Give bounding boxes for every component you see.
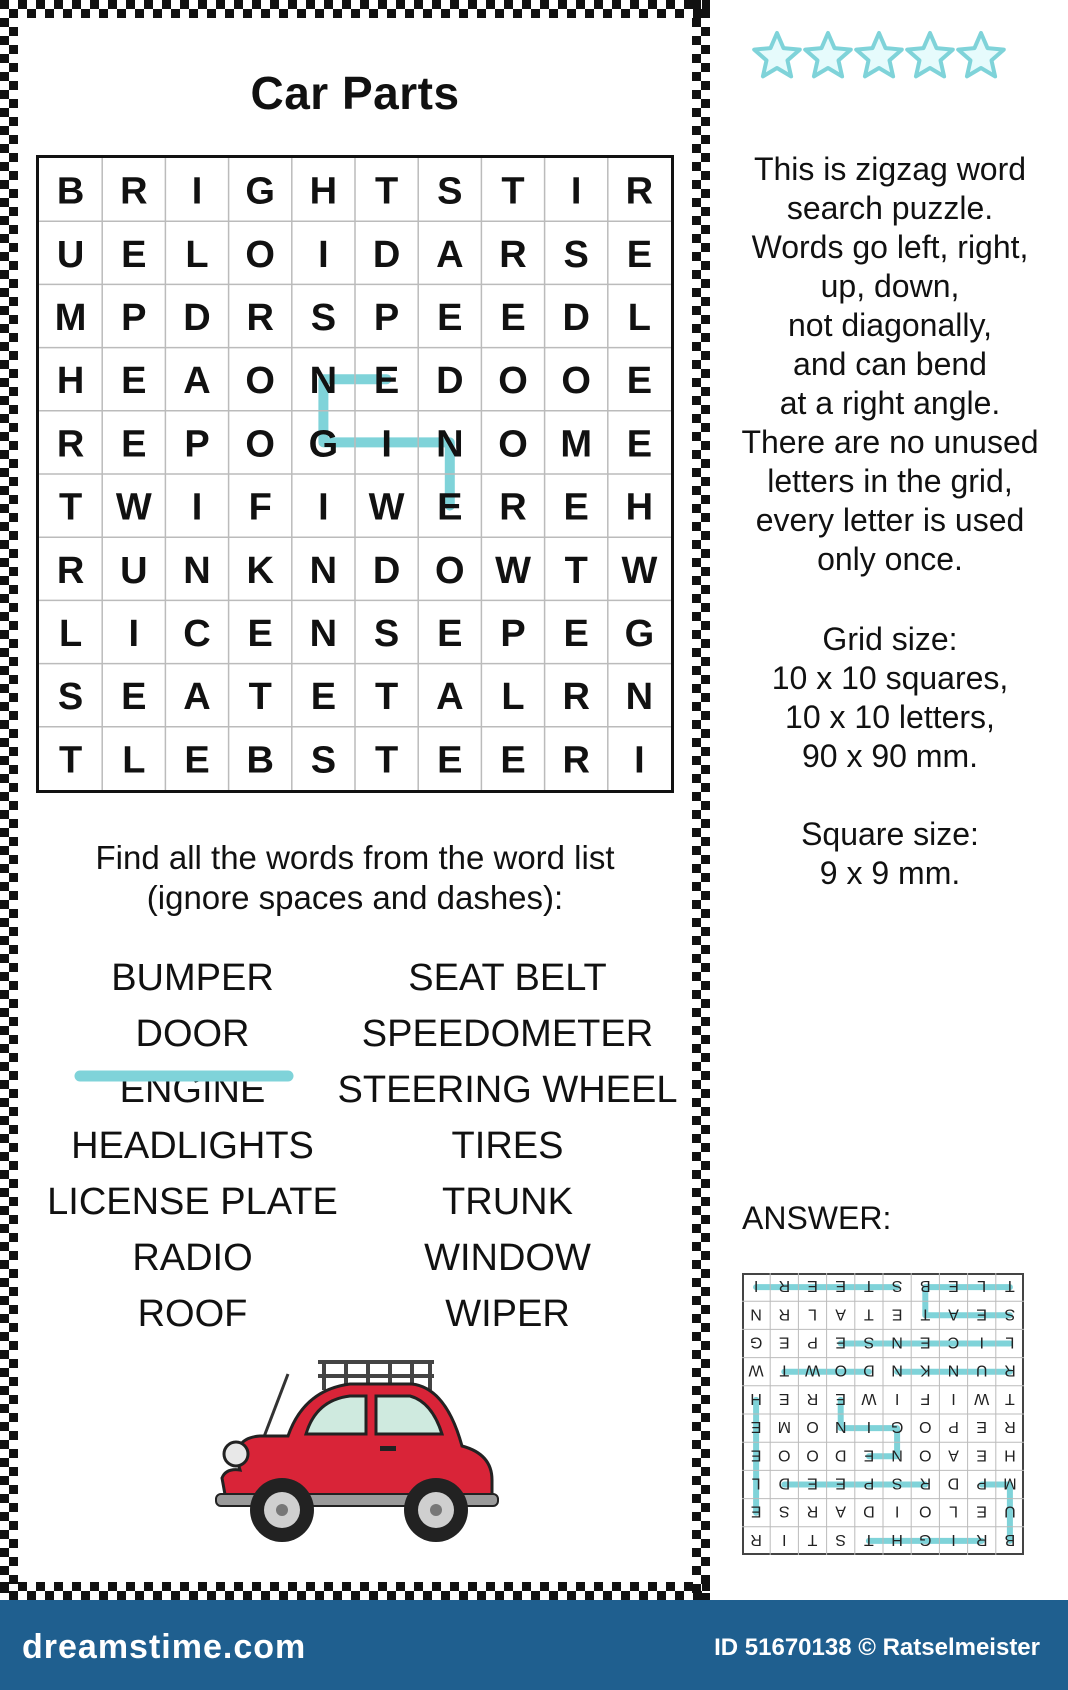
antenna (262, 1374, 288, 1442)
answer-letter: W (974, 1389, 990, 1407)
grid-letter[interactable]: E (626, 233, 653, 276)
answer-letter: D (778, 1474, 791, 1492)
grid-letter[interactable]: S (437, 170, 463, 213)
answer-letter: N (891, 1446, 903, 1464)
answer-letter: O (919, 1418, 932, 1436)
grid-letter[interactable]: N (436, 423, 464, 466)
grid-letter[interactable]: R (625, 170, 654, 213)
answer-letter: E (976, 1418, 988, 1436)
grid-letter[interactable]: G (308, 423, 339, 466)
grid-letter[interactable]: O (245, 423, 275, 466)
grid-letter[interactable]: F (248, 486, 272, 529)
right-word: WINDOW (424, 1237, 591, 1279)
grid-letter[interactable]: W (115, 486, 152, 529)
answer-letter: O (834, 1361, 847, 1379)
grid-letter[interactable]: M (560, 423, 593, 466)
grid-letter[interactable]: A (436, 233, 464, 276)
right-word: SPEEDOMETER (361, 1013, 654, 1055)
answer-letter: E (778, 1389, 790, 1407)
answer-letter: P (976, 1474, 988, 1492)
answer-letter: C (947, 1333, 960, 1351)
found-word-strike (74, 1066, 294, 1086)
answer-letter: R (778, 1277, 791, 1295)
answer-letter: S (778, 1502, 790, 1520)
side-text-line: 10 x 10 squares, (771, 660, 1009, 696)
grid-letter[interactable]: O (245, 233, 275, 276)
grid-letter[interactable]: I (191, 486, 203, 529)
answer-letter: M (777, 1418, 791, 1436)
grid-letter[interactable]: L (58, 613, 83, 655)
grid-letter[interactable]: E (310, 676, 337, 719)
star-icon (907, 33, 953, 76)
answer-letter: I (951, 1389, 956, 1407)
answer-letter: L (949, 1502, 958, 1520)
grid-letter[interactable]: W (368, 486, 405, 529)
answer-letter: S (863, 1333, 875, 1351)
answer-letter: N (891, 1333, 903, 1351)
grid-letter[interactable]: E (121, 676, 147, 719)
grid-letter[interactable]: P (121, 297, 147, 339)
grid-letter[interactable]: D (183, 297, 211, 339)
image-credit: ID 51670138 © Ratselmeister (714, 1634, 1040, 1661)
answer-letter: R (806, 1502, 819, 1520)
answer-letter: E (807, 1277, 818, 1295)
instructions (40, 838, 670, 918)
side-text-line: This is zigzag word (753, 151, 1027, 187)
answer-letter: D (947, 1474, 960, 1492)
grid-letter[interactable]: E (563, 486, 589, 529)
grid-letter[interactable]: M (54, 297, 87, 339)
instructions-line-2: (ignore spaces and dashes): (146, 879, 564, 916)
grid-letter[interactable]: R (499, 486, 527, 529)
answer-letter: E (750, 1418, 762, 1436)
grid-letter[interactable]: D (562, 297, 590, 339)
answer-letter: T (779, 1361, 790, 1379)
grid-letter[interactable]: P (373, 297, 400, 339)
answer-letter: E (976, 1502, 988, 1520)
answer-letter: S (891, 1474, 903, 1492)
answer-letter: E (750, 1446, 762, 1464)
grid-letter[interactable]: R (56, 423, 85, 466)
grid-letter[interactable]: C (183, 613, 211, 655)
grid-letter[interactable]: O (498, 360, 528, 403)
grid-letter[interactable]: R (246, 297, 274, 339)
grid-letter[interactable]: O (498, 423, 528, 466)
grid-letter[interactable]: E (121, 360, 147, 403)
answer-letter: O (919, 1502, 932, 1520)
grid-letter[interactable]: E (437, 297, 463, 339)
dreamstime-logo[interactable]: dreamstime.com (22, 1628, 307, 1666)
answer-letter: T (920, 1305, 931, 1323)
grid-letter[interactable]: I (381, 423, 392, 466)
answer-letter: N (750, 1305, 762, 1323)
answer-letter: R (750, 1530, 762, 1548)
star-icon (958, 33, 1004, 76)
grid-letter[interactable]: O (561, 360, 591, 403)
side-text-line: Grid size: (822, 621, 958, 657)
grid-letter[interactable]: T (374, 676, 399, 719)
grid-letter[interactable]: E (500, 297, 526, 339)
side-text-line: only once. (817, 541, 963, 577)
grid-letter[interactable]: R (120, 170, 148, 213)
grid-letter[interactable]: U (120, 549, 148, 592)
instructions-line-1: Find all the words from the word list (95, 839, 615, 876)
grid-letter[interactable]: D (372, 549, 401, 592)
left-word: ROOF (137, 1293, 248, 1335)
grid-letter[interactable]: N (183, 549, 211, 592)
answer-letter: G (749, 1333, 763, 1351)
answer-letter: E (948, 1277, 959, 1295)
grid-letter[interactable]: E (184, 739, 210, 782)
answer-letter: T (1005, 1277, 1015, 1295)
grid-letter[interactable]: T (374, 739, 399, 782)
answer-letter: I (782, 1530, 787, 1548)
answer-letter: L (977, 1277, 987, 1295)
answer-letter: D (863, 1502, 875, 1520)
word-list-left (20, 950, 365, 1342)
answer-grid-svg (742, 1273, 1024, 1555)
right-word: STEERING WHEEL (337, 1069, 678, 1111)
side-text-line: Square size: (801, 816, 979, 852)
answer-grid (742, 1273, 1024, 1555)
answer-letter: W (804, 1361, 821, 1379)
answer-letter: S (1004, 1305, 1016, 1323)
answer-letter: R (1004, 1361, 1016, 1379)
answer-letter: N (834, 1418, 847, 1436)
grid-letter[interactable]: T (58, 739, 83, 782)
answer-letter: O (919, 1446, 932, 1464)
grid-letter[interactable]: E (437, 739, 463, 782)
answer-letter: G (919, 1530, 932, 1548)
answer-letter: E (835, 1474, 847, 1492)
answer-letter: B (1004, 1530, 1016, 1548)
answer-letter: T (864, 1530, 874, 1548)
answer-letter: E (835, 1389, 847, 1407)
answer-letter: N (947, 1361, 960, 1379)
left-word: BUMPER (111, 957, 274, 999)
grid-letter[interactable]: E (121, 233, 147, 276)
word-list-right (330, 950, 685, 1342)
grid-letter[interactable]: S (563, 233, 589, 276)
red-car-illustration (200, 1350, 520, 1550)
grid-letter[interactable]: T (501, 170, 525, 213)
answer-letter: T (864, 1277, 874, 1295)
answer-letter: E (863, 1446, 875, 1464)
answer-letter: I (979, 1333, 984, 1351)
grid-letter[interactable]: D (436, 360, 464, 403)
left-word: DOOR (135, 1013, 250, 1055)
grid-letter[interactable]: A (436, 676, 464, 719)
answer-letter: E (891, 1305, 903, 1323)
answer-letter: H (750, 1389, 762, 1407)
grid-letter[interactable]: E (121, 423, 147, 466)
grid-letter[interactable]: I (191, 170, 203, 213)
answer-letter: R (1004, 1418, 1016, 1436)
grid-letter[interactable]: T (564, 549, 588, 592)
footer-bar (0, 1600, 1068, 1690)
headlight (224, 1442, 248, 1466)
answer-letter: R (975, 1530, 988, 1548)
grid-letter[interactable]: P (500, 613, 526, 655)
answer-letter: I (951, 1530, 956, 1548)
answer-letter: H (891, 1530, 903, 1548)
right-word: WIPER (445, 1293, 570, 1335)
answer-letter: T (864, 1305, 874, 1323)
answer-letter: P (948, 1418, 959, 1436)
answer-letter: E (835, 1277, 847, 1295)
answer-letter: T (1005, 1389, 1015, 1407)
grid-letter[interactable]: D (372, 233, 401, 276)
grid-letter[interactable]: E (437, 613, 463, 655)
side-text-line: 9 x 9 mm. (819, 855, 961, 891)
answer-letter: E (919, 1333, 931, 1351)
answer-letter: A (948, 1305, 959, 1323)
answer-letter: I (894, 1502, 900, 1520)
answer-letter: O (806, 1418, 819, 1436)
grid-letter[interactable]: R (499, 233, 527, 276)
answer-letter: S (891, 1277, 903, 1295)
grid-letter[interactable]: A (183, 676, 211, 719)
grid-letter[interactable]: H (56, 360, 85, 403)
side-text-line: There are no unused (741, 424, 1039, 460)
grid-letter[interactable]: K (246, 549, 274, 592)
grid-letter[interactable]: N (309, 549, 338, 592)
grid-letter[interactable]: I (128, 613, 140, 655)
answer-letter: G (890, 1418, 904, 1436)
right-word: TIRES (451, 1125, 564, 1167)
star-icon (805, 33, 851, 76)
grid-letter[interactable]: E (626, 423, 653, 466)
grid-letter[interactable]: B (246, 739, 274, 782)
answer-letter: A (835, 1305, 847, 1323)
answer-letter: F (920, 1389, 931, 1407)
rating-stars (752, 30, 1012, 84)
grid-letter[interactable]: O (435, 549, 465, 592)
answer-letter: D (863, 1361, 875, 1379)
grid-letter[interactable]: E (373, 360, 400, 403)
grid-letter[interactable]: I (318, 486, 329, 529)
answer-letter: P (807, 1333, 818, 1351)
grid-letter[interactable]: E (247, 613, 273, 655)
answer-letter: D (834, 1446, 847, 1464)
answer-letter: E (976, 1446, 988, 1464)
side-text-line: 90 x 90 mm. (801, 738, 979, 774)
answer-letter: O (778, 1446, 791, 1464)
grid-letter[interactable]: A (183, 360, 211, 403)
wheel-front (250, 1478, 314, 1542)
side-text-line: every letter is used (755, 502, 1025, 538)
grid-letter[interactable]: E (437, 486, 463, 529)
grid-letter[interactable]: N (309, 360, 338, 403)
grid-letter[interactable]: S (310, 739, 337, 782)
side-text-line: at a right angle. (779, 385, 1001, 421)
grid-letter[interactable]: I (570, 170, 582, 213)
answer-letter: H (1004, 1446, 1016, 1464)
answer-letter: E (835, 1333, 847, 1351)
square-size-info (720, 815, 1060, 893)
grid-letter[interactable]: H (309, 170, 338, 213)
answer-letter: R (778, 1305, 791, 1323)
answer-letter: N (891, 1361, 903, 1379)
answer-letter: U (1004, 1502, 1016, 1520)
right-word: TRUNK (442, 1181, 573, 1223)
left-word: LICENSE PLATE (47, 1181, 338, 1223)
grid-letter[interactable]: R (562, 676, 590, 719)
grid-letter[interactable]: U (56, 233, 85, 276)
puzzle-title: Car Parts (250, 67, 460, 119)
word-search-grid[interactable] (36, 155, 674, 793)
answer-letter: E (807, 1474, 818, 1492)
grid-letter[interactable]: I (634, 739, 645, 782)
side-text-line: not diagonally, (788, 307, 992, 343)
grid-letter[interactable]: S (310, 297, 337, 339)
side-text-line: search puzzle. (786, 190, 994, 226)
wheel-rear (404, 1478, 468, 1542)
grid-letter[interactable]: L (501, 676, 525, 719)
side-text-line: Words go left, right, (751, 229, 1029, 265)
answer-letter: E (976, 1305, 988, 1323)
answer-letter: E (778, 1333, 790, 1351)
grid-letter[interactable]: O (245, 360, 275, 403)
grid-letter[interactable]: S (373, 613, 400, 655)
answer-letter: T (807, 1530, 818, 1548)
answer-letter: L (751, 1474, 761, 1492)
answer-letter: P (863, 1474, 875, 1492)
grid-letter[interactable]: R (562, 739, 590, 782)
door-handle (380, 1446, 396, 1451)
right-word: SEAT BELT (408, 957, 607, 999)
answer-letter: R (919, 1474, 932, 1492)
answer-letter: B (919, 1277, 931, 1295)
answer-letter: A (948, 1446, 959, 1464)
answer-letter: E (750, 1502, 762, 1520)
side-text-line: and can bend (793, 346, 987, 382)
side-text-line: 10 x 10 letters, (785, 699, 995, 735)
grid-letter[interactable]: W (621, 549, 658, 592)
grid-size-info (720, 620, 1060, 776)
grid-svg (39, 158, 671, 790)
left-word: HEADLIGHTS (71, 1125, 314, 1167)
answer-letter: I (753, 1277, 759, 1295)
side-text-line: letters in the grid, (767, 463, 1013, 499)
answer-letter: S (835, 1530, 847, 1548)
grid-letter[interactable]: E (500, 739, 526, 782)
puzzle-description (720, 150, 1060, 579)
side-text-line: up, down, (820, 268, 960, 304)
grid-letter[interactable]: T (374, 170, 399, 213)
answer-letter: O (806, 1446, 819, 1464)
grid-letter[interactable]: L (122, 739, 146, 782)
grid-letter[interactable]: G (245, 170, 275, 213)
answer-label: ANSWER: (742, 1200, 892, 1236)
answer-letter: I (866, 1418, 872, 1436)
answer-letter: W (861, 1389, 877, 1407)
left-word: RADIO (132, 1237, 253, 1279)
answer-letter: K (919, 1361, 931, 1379)
grid-letter[interactable]: L (185, 233, 209, 276)
grid-letter[interactable]: E (563, 613, 589, 655)
answer-letter: M (1003, 1474, 1017, 1492)
star-icon (856, 33, 902, 76)
answer-letter: R (806, 1389, 819, 1407)
grid-letter[interactable]: P (184, 423, 210, 466)
grid-letter[interactable]: S (57, 676, 84, 719)
left-word: ENGINE (119, 1069, 266, 1111)
grid-letter[interactable]: T (248, 676, 272, 719)
grid-letter[interactable]: R (56, 549, 85, 592)
grid-letter[interactable]: I (318, 233, 329, 276)
answer-letter: U (975, 1361, 988, 1379)
star-icon (754, 33, 800, 76)
answer-letter: L (1005, 1333, 1015, 1351)
answer-letter: W (748, 1361, 764, 1379)
answer-letter: L (808, 1305, 817, 1323)
grid-letter[interactable]: G (624, 613, 655, 655)
grid-letter[interactable]: N (309, 613, 338, 655)
grid-letter[interactable]: H (625, 486, 654, 529)
answer-letter: A (835, 1502, 847, 1520)
grid-letter[interactable]: L (627, 297, 652, 339)
grid-letter[interactable]: T (58, 486, 83, 529)
answer-letter: I (894, 1389, 900, 1407)
grid-letter[interactable]: W (495, 549, 531, 592)
grid-letter[interactable]: E (626, 360, 653, 403)
grid-letter[interactable]: B (56, 170, 85, 213)
grid-letter[interactable]: N (625, 676, 654, 719)
